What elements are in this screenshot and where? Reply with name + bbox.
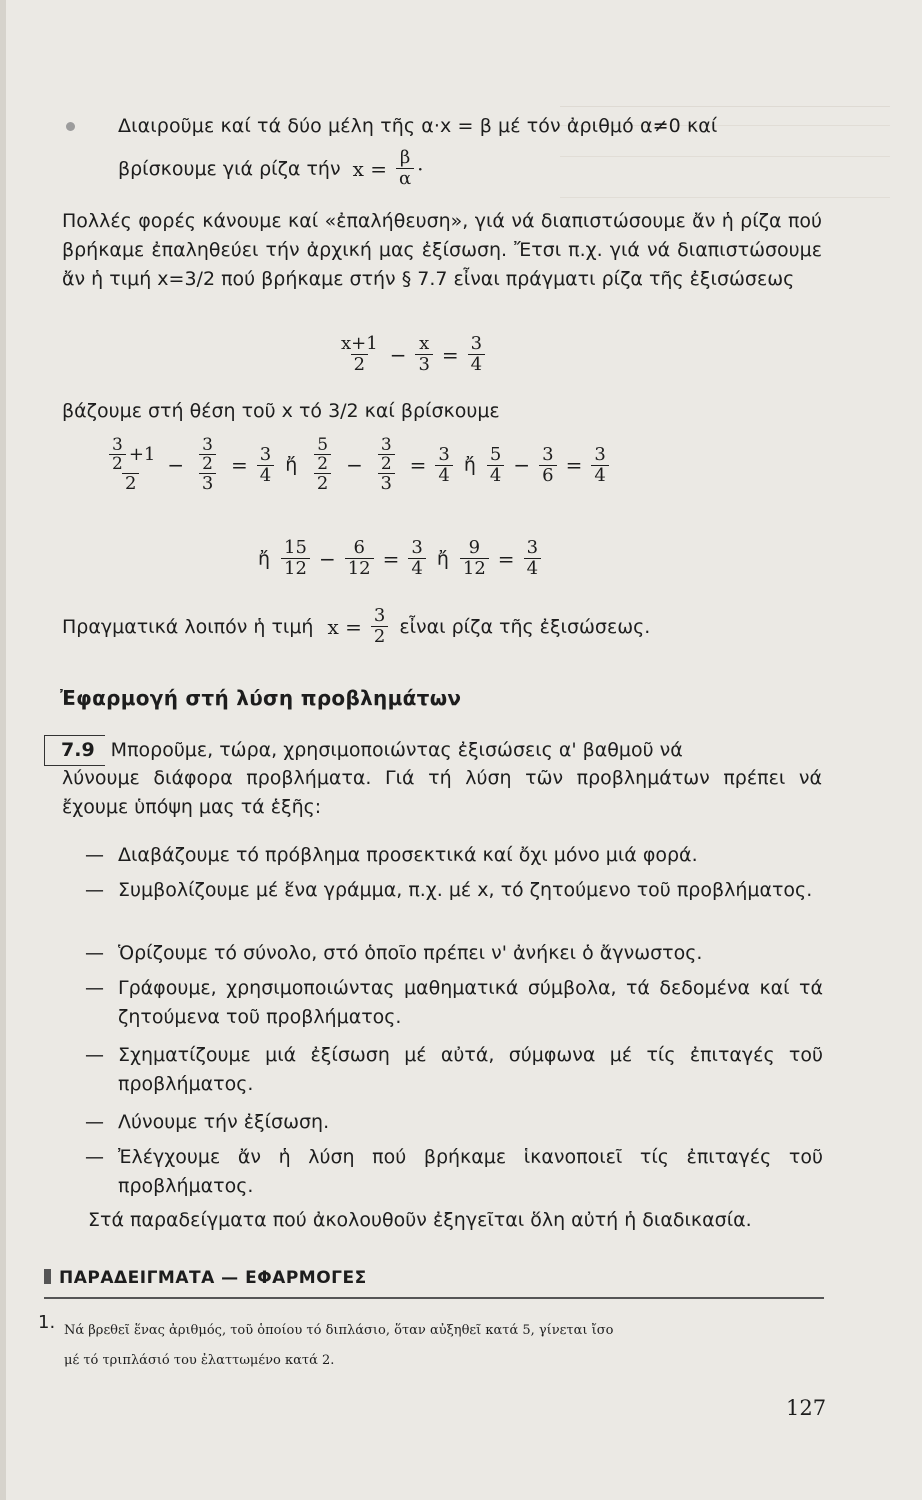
eq3-n9: 9 (468, 537, 481, 558)
dash-marker: — (85, 879, 104, 901)
closing-sentence: Στά παραδείγματα πού ἀκολουθοῦν ἐξηγεῖται ὅλη αὐτή ἡ διαδικασία. (88, 1209, 752, 1231)
eq2-two-d: 2 (378, 454, 395, 473)
eq3-n15: 15 (284, 537, 307, 558)
eq1-f3-num: 3 (470, 333, 483, 354)
example-number: 1. (38, 1312, 56, 1333)
step-item (85, 1041, 823, 1099)
eq3-fraction-6-12 (345, 538, 374, 579)
eq2-fraction-3-6 (539, 445, 556, 486)
eq2-f34-num: 3 (259, 443, 272, 465)
eq2-inner-5-2 (314, 436, 331, 473)
eq2-three-b: 3 (202, 435, 213, 455)
eq2-f34b-den: 4 (435, 465, 452, 486)
eq1-f2-den: 3 (415, 354, 432, 375)
eq3-n4a: 4 (408, 558, 425, 579)
eq2-cf4-den: 3 (378, 473, 395, 494)
step-item (85, 1143, 823, 1201)
conclusion-after: εἶναι ρίζα τῆς ἐξισώσεως. (399, 615, 651, 638)
eq2-inner-3-2c (378, 436, 395, 473)
eq2-equals-1: = (230, 453, 248, 477)
step-text: Λύνουμε τήν ἐξίσωση. (118, 1111, 330, 1133)
eq3-n12b: 12 (345, 558, 374, 579)
eq1-fraction-2 (415, 334, 432, 375)
eq1-f2-num: x (419, 333, 430, 354)
eq3-equals-1: = (382, 546, 400, 571)
eq2-compound-fraction-1 (103, 436, 158, 494)
eq3-fraction-3-4 (408, 538, 425, 579)
conclusion-before: Πραγματικά λοιπόν ἡ τιμή (62, 615, 314, 638)
eq2-five: 5 (317, 435, 329, 455)
eq2-two: 2 (109, 454, 126, 473)
eq3-or-2: ἤ (436, 547, 449, 570)
example-line-1: Νά βρεθεῖ ἕνας ἀριθμός, τοῦ ὁποίου τό διπλάσιο, ὅταν αὐξηθεῖ κατά 5, γίνεται ἴσο (64, 1323, 614, 1338)
eq2-minus-2: − (346, 453, 363, 477)
root-formula-line (118, 148, 424, 189)
page-edge (0, 0, 6, 1500)
eq2-compound-fraction-3 (308, 436, 337, 494)
root-formula-den: α (396, 168, 414, 189)
section-7-9-first-text: Μποροῦμε, τώρα, χρησιμοποιώντας ἐξισώσεις α' βαθμοῦ νά (110, 739, 683, 761)
examples-title-text: ΠΑΡΑΔΕΙΓΜΑΤΑ — ΕΦΑΡΜΟΓΕΣ (59, 1268, 367, 1288)
eq3-fraction-15-12 (281, 538, 310, 579)
bullet-line-1: Διαιροῦμε καί τά δύο μέλη τῆς α·x = β μέ τόν ἀριθμό α≠0 καί (118, 115, 718, 137)
eq2-f34c-den: 4 (591, 465, 608, 486)
step-text: Διαβάζουμε τό πρόβλημα προσεκτικά καί ὄχι μόνο μιά φορά. (118, 844, 698, 866)
eq1-f1-den: 2 (351, 354, 368, 375)
substitute-line: βάζουμε στή θέση τοῦ x τό 3/2 καί βρίσκουμε (62, 400, 500, 422)
eq2-f36-den: 6 (539, 465, 556, 486)
eq2-f54-num: 5 (489, 443, 502, 465)
eq2-plus-one: +1 (128, 443, 156, 465)
examples-rule (44, 1297, 824, 1299)
verify-paragraph: Πολλές φορές κάνουμε καί «ἐπαλήθευση», γιά νά διαπιστώσουμε ἄν ἡ ρίζα πού βρήκαμε ἐπαληθεύει τήν ἀρχική μας ἐξίσωση. Ἔτσι π.χ. γιά νά διαπιστώσουμε ἄν ἡ τιμή x=3/2 πού βρήκαμε στήν § 7.7 εἶναι πράγματι ρίζα τῆς ἐξισώσεως (62, 210, 822, 290)
eq3-n12a: 12 (281, 558, 310, 579)
eq2-or-1: ἤ (285, 454, 298, 476)
root-formula-dot: · (417, 156, 424, 181)
root-formula-lhs: x = (352, 156, 387, 181)
eq2-fraction-5-4 (487, 445, 504, 486)
eq2-or-2: ἤ (463, 454, 476, 476)
dash-marker: — (85, 1044, 104, 1066)
eq2-two-c: 2 (314, 454, 331, 473)
eq2-fraction-3-4 (257, 445, 274, 486)
dash-marker: — (85, 1146, 104, 1168)
eq2-two-b: 2 (199, 454, 216, 473)
conclusion-line (62, 606, 658, 647)
eq2-f34b-num: 3 (438, 443, 450, 465)
eq2-cf4-num (372, 436, 401, 473)
eq3-or-1: ἤ (258, 547, 271, 570)
eq1-fraction-1 (338, 334, 381, 375)
step-item (85, 841, 823, 870)
eq2-fraction-3-4b (435, 445, 452, 486)
dash-marker: — (85, 844, 104, 866)
eq1-equals: = (441, 342, 459, 367)
eq2-cf3-den: 2 (314, 473, 331, 494)
eq2-equals-3: = (565, 453, 583, 477)
section-7-9-first-line (44, 735, 824, 766)
eq2-equals-2: = (409, 453, 427, 477)
eq2-three-c: 3 (380, 435, 392, 455)
conclusion-den: 2 (371, 626, 388, 647)
step-item (85, 974, 823, 1032)
eq3-n4b: 4 (524, 558, 541, 579)
eq2-f36-num: 3 (542, 443, 554, 465)
eq1-f1-num: x+1 (341, 333, 378, 354)
step-text: Συμβολίζουμε μέ ἕνα γράμμα, π.χ. μέ x, τό ζητούμενο τοῦ προβλήματος. (118, 879, 813, 901)
eq3-n12c: 12 (460, 558, 489, 579)
page-number: 127 (786, 1396, 827, 1420)
dash-marker: — (85, 1111, 104, 1133)
eq3-fraction-9-12 (460, 538, 489, 579)
bullet-dot (66, 122, 75, 131)
step-text: Γράφουμε, χρησιμοποιώντας μαθηματικά σύμβολα, τά δεδομένα καί τά ζητούμενα τοῦ προβλήματος. (118, 977, 823, 1028)
eq2-three: 3 (112, 435, 123, 455)
conclusion-lhs: x = (327, 614, 362, 639)
conclusion-fraction (371, 606, 388, 647)
eq3-equals-2: = (497, 546, 515, 571)
equation-3 (250, 538, 544, 579)
eq2-minus-1: − (167, 453, 185, 477)
step-item (85, 939, 823, 968)
eq1-fraction-3 (468, 334, 485, 375)
eq2-minus-3: − (513, 453, 531, 477)
step-item (85, 876, 823, 905)
eq2-cf1-num (103, 436, 158, 473)
step-text: Ἐλέγχουμε ἄν ἡ λύση πού βρήκαμε ἱκανοποιεῖ τίς ἐπιταγές τοῦ προβλήματος. (118, 1146, 823, 1197)
eq2-cf2-num (193, 436, 222, 473)
eq2-cf1-den: 2 (122, 473, 139, 494)
eq1-minus: − (389, 342, 407, 367)
eq2-fraction-3-4c (591, 445, 608, 486)
examples-title (44, 1268, 367, 1288)
root-formula-fraction (396, 148, 414, 189)
bullet-line-2: βρίσκουμε γιά ρίζα τήν (118, 157, 341, 180)
eq2-cf3-num (308, 436, 337, 473)
eq2-f34c-num: 3 (594, 443, 606, 465)
eq2-compound-fraction-2 (193, 436, 222, 494)
section-marker-icon (44, 1269, 51, 1284)
example-line-2: μέ τό τριπλάσιό του ἐλαττωμένο κατά 2. (64, 1353, 335, 1368)
eq1-f3-den: 4 (468, 354, 485, 375)
eq3-n6: 6 (353, 537, 365, 558)
eq3-minus: − (318, 546, 336, 571)
section-number-box: 7.9 (44, 735, 105, 766)
section-7-9-rest: λύνουμε διάφορα προβλήματα. Γιά τή λύση τῶν προβλημάτων πρέπει νά ἔχουμε ὑπόψη μας τά ἑξῆς: (62, 767, 822, 818)
eq2-compound-fraction-4 (372, 436, 401, 494)
root-formula-num: β (399, 147, 411, 168)
dash-marker: — (85, 942, 104, 964)
eq2-inner-3-2 (109, 436, 126, 473)
equation-1 (335, 334, 488, 375)
step-text: Σχηματίζουμε μιά ἐξίσωση μέ αὐτά, σύμφωνα μέ τίς ἐπιταγές τοῦ προβλήματος. (118, 1044, 823, 1095)
eq2-f54-den: 4 (487, 465, 504, 486)
conclusion-num: 3 (373, 605, 386, 626)
eq3-fraction-3-4b (524, 538, 541, 579)
dash-marker: — (85, 977, 104, 999)
application-heading: Ἐφαρμογή στή λύση προβλημάτων (60, 686, 462, 710)
eq3-n3b: 3 (526, 537, 539, 558)
eq2-inner-3-2b (199, 436, 216, 473)
eq3-n3a: 3 (411, 537, 423, 558)
step-text: Ὁρίζουμε τό σύνολο, στό ὁποῖο πρέπει ν' ἀνήκει ὁ ἄγνωστος. (118, 942, 703, 964)
eq2-f34-den: 4 (257, 465, 274, 486)
equation-2 (100, 436, 612, 494)
step-item (85, 1108, 823, 1137)
eq2-cf2-den: 3 (199, 473, 216, 494)
